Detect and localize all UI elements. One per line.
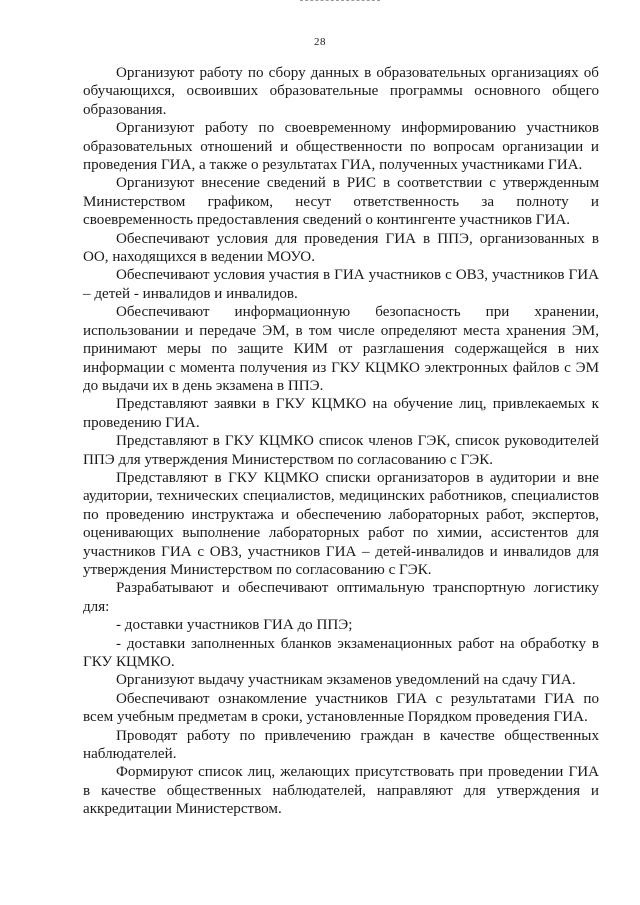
paragraph: Организуют работу по своевременному информированию участников образовательных отношений и общественности по вопросам организации и проведения ГИА, а также о результатах ГИА, полученных участниками ГИА.: [83, 120, 599, 174]
list-item: - доставки заполненных бланков экзаменационных работ на обработку в ГКУ КЦМКО.: [83, 635, 599, 670]
document-body: [83, 64, 599, 819]
paragraph: Представляют в ГКУ КЦМКО списки организаторов в аудитории и вне аудитории, технических специалистов, медицинских работников, специалистов по проведению инструктажа и обеспечению лабораторных работ, экспертов, оценивающих выполнение лабораторных работ по химии, ассистентов для участников ГИА с ОВЗ, участников ГИА – детей-инвалидов и инвалидов для утверждения Министерством по согласованию с ГЭК.: [83, 469, 599, 578]
paragraph: Организуют выдачу участникам экзаменов уведомлений на сдачу ГИА.: [116, 672, 576, 689]
paragraph: Организуют внесение сведений в РИС в соответствии с утвержденным Министерством графиком, несут ответственность за полноту и своевременность предоставления сведений о контингенте участников ГИА.: [83, 175, 599, 229]
paragraph: Проводят работу по привлечению граждан в качестве общественных наблюдателей.: [83, 727, 599, 763]
paragraph: Обеспечивают условия для проведения ГИА в ППЭ, организованных в ОО, находящихся в ведении МОУО.: [83, 230, 599, 266]
list-item: - доставки участников ГИА до ППЭ;: [116, 617, 353, 634]
paragraph: Разрабатывают и обеспечивают оптимальную транспортную логистику для:: [83, 580, 599, 615]
paragraph: Представляют в ГКУ КЦМКО список членов ГЭК, список руководителей ППЭ для утверждения Министерством по согласованию с ГЭК.: [83, 433, 599, 468]
paragraph: Формируют список лиц, желающих присутствовать при проведении ГИА в качестве общественных наблюдателей, направляют для утверждения и аккредитации Министерством.: [83, 764, 599, 818]
page-number: 28: [314, 36, 326, 48]
paragraph: Обеспечивают условия участия в ГИА участников с ОВЗ, участников ГИА – детей - инвалидов и инвалидов.: [83, 267, 599, 302]
paragraph: Организуют работу по сбору данных в образовательных организациях об обучающихся, освоивших образовательные программы основного общего образования.: [83, 65, 599, 118]
paragraph: Представляют заявки в ГКУ КЦМКО на обучение лиц, привлекаемых к проведению ГИА.: [83, 396, 599, 431]
scan-artifact: [300, 0, 380, 4]
paragraph: Обеспечивают ознакомление участников ГИА с результатами ГИА по всем учебным предметам в сроки, установленные Порядком проведения ГИА.: [83, 690, 599, 726]
paragraph: Обеспечивают информационную безопасность при хранении, использовании и передаче ЭМ, в том числе определяют места хранения ЭМ, принимают меры по защите КИМ от разглашения содержащейся в них информации с момента получения из ГКУ КЦМКО электронных файлов с ЭМ до выдачи их в день экзамена в ППЭ.: [83, 304, 599, 394]
